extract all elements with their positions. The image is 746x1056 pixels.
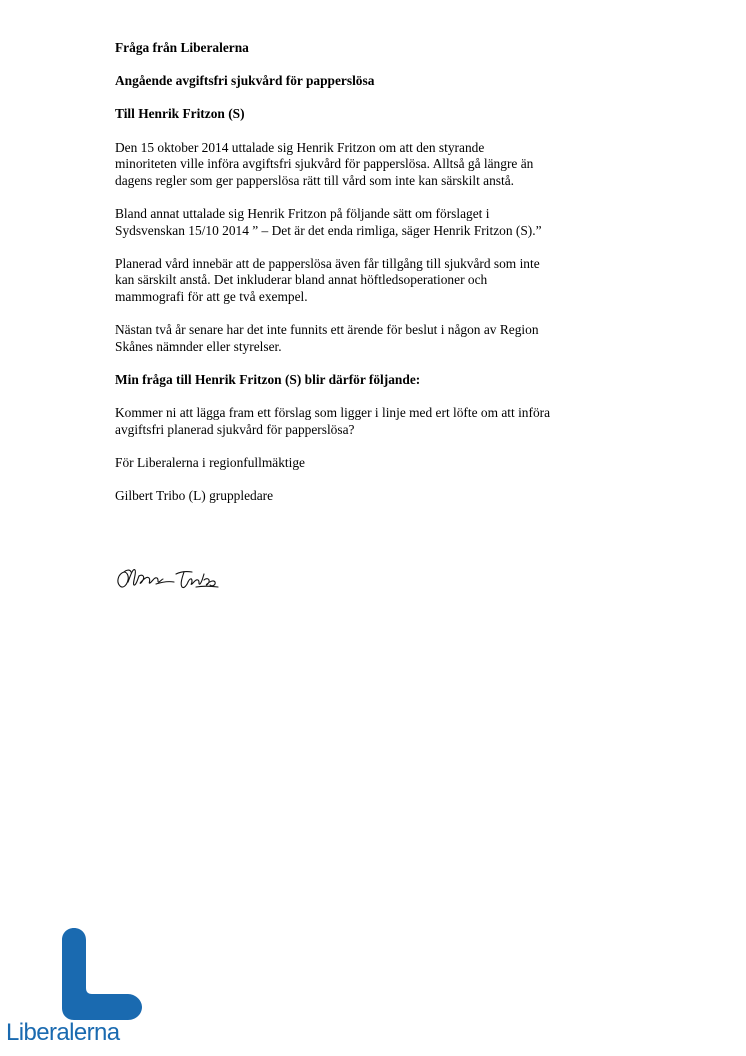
paragraph-1-line: dagens regler som ger papperslösa rätt till vård som inte kan särskilt anstå. xyxy=(115,172,515,188)
paragraph-4-line: Nästan två år senare har det inte funnits ett ärende för beslut i någon av Region xyxy=(115,322,539,338)
liberalerna-logo xyxy=(6,928,142,1048)
paragraph-3-line: kan särskilt anstå. Det inkluderar bland annat höftledsoperationer och xyxy=(115,272,488,288)
paragraph-1-line: minoriteten ville införa avgiftsfri sjukvård för papperslösa. Alltså gå längre än xyxy=(115,156,534,172)
paragraph-4-line: Skånes nämnder eller styrelser. xyxy=(115,338,282,354)
question-line: avgiftsfri planerad sjukvård för papperslösa? xyxy=(115,421,355,437)
paragraph-1 xyxy=(115,140,655,190)
document-heading-recipient: Till Henrik Fritzon (S) xyxy=(115,106,245,122)
paragraph-4 xyxy=(115,322,655,355)
paragraph-2-line: Bland annat uttalade sig Henrik Fritzon på följande sätt om förslaget i xyxy=(115,205,490,221)
handwritten-signature xyxy=(112,560,232,600)
paragraph-3-line: mammografi för att ge två exempel. xyxy=(115,288,308,304)
letter-body xyxy=(115,40,655,521)
document-heading-sender: Fråga från Liberalerna xyxy=(115,40,249,55)
document-heading-subject: Angående avgiftsfri sjukvård för papperslösa xyxy=(115,73,375,89)
question-paragraph xyxy=(115,405,655,438)
question-heading: Min fråga till Henrik Fritzon (S) blir därför följande: xyxy=(115,371,421,387)
question-line: Kommer ni att lägga fram ett förslag som ligger i linje med ert löfte om att införa xyxy=(115,405,551,421)
paragraph-3-line: Planerad vård innebär att de papperslösa även får tillgång till sjukvård som inte xyxy=(115,255,540,271)
paragraph-2-line: Sydsvenskan 15/10 2014 ” – Det är det enda rimliga, säger Henrik Fritzon (S).” xyxy=(115,222,542,238)
paragraph-1-line: Den 15 oktober 2014 uttalade sig Henrik Fritzon om att den styrande xyxy=(115,139,485,155)
paragraph-2 xyxy=(115,206,655,239)
closing-line: För Liberalerna i regionfullmäktige xyxy=(115,454,306,470)
logo-wordmark: Liberalerna xyxy=(6,1019,120,1046)
signature-icon xyxy=(112,560,232,600)
signatory-line: Gilbert Tribo (L) gruppledare xyxy=(115,488,274,504)
liberalerna-l-icon xyxy=(62,928,142,1020)
paragraph-3 xyxy=(115,256,655,306)
